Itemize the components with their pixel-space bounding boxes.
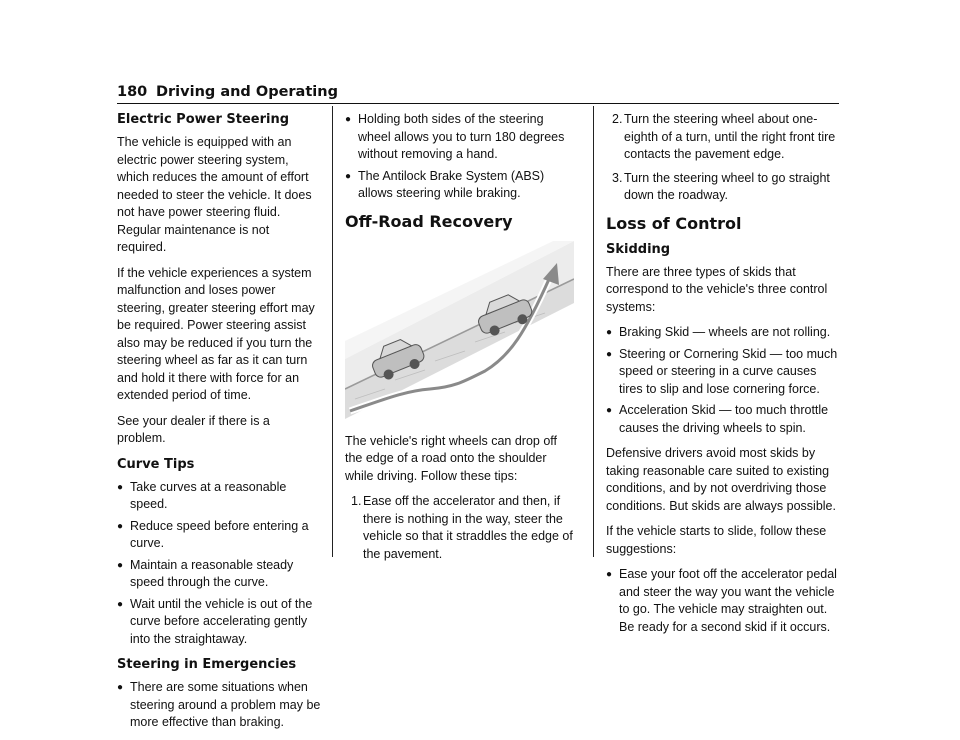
bullet-icon: ● bbox=[345, 170, 352, 182]
list-item bbox=[117, 518, 321, 553]
list-item-text: Braking Skid — wheels are not rolling. bbox=[619, 325, 831, 339]
column-2 bbox=[345, 111, 575, 571]
slide-suggestions-list bbox=[606, 566, 839, 636]
list-item-text: There are some situations when steering around a problem may be more effective than braking. bbox=[130, 680, 321, 729]
list-item-text: Take curves at a reasonable speed. bbox=[130, 479, 287, 511]
step-number: 1. bbox=[351, 494, 362, 508]
eps-heading: Electric Power Steering bbox=[117, 112, 290, 127]
list-item bbox=[606, 324, 839, 342]
skid-types-list bbox=[606, 324, 839, 437]
skidding-intro: There are three types of skids that correspond to the vehicle's three control systems: bbox=[606, 264, 828, 314]
bullet-icon: ● bbox=[117, 559, 124, 571]
loss-of-control-heading: Loss of Control bbox=[606, 213, 742, 233]
list-item bbox=[606, 346, 839, 399]
list-item bbox=[117, 479, 321, 514]
column-divider-2 bbox=[593, 106, 594, 557]
list-item bbox=[345, 168, 575, 203]
list-item bbox=[345, 111, 575, 164]
list-item-text: The Antilock Brake System (ABS) allows steering while braking. bbox=[358, 168, 545, 200]
list-item-text: Maintain a reasonable steady speed through the curve. bbox=[130, 557, 294, 589]
emergency-steering-list-continued bbox=[345, 111, 575, 203]
step-text: Turn the steering wheel to go straight down the roadway. bbox=[624, 170, 830, 202]
list-item-text: Acceleration Skid — too much throttle causes the driving wheels to spin. bbox=[619, 403, 829, 435]
step-text: Turn the steering wheel about one-eighth of a turn, until the right front tire contacts the pavement edge. bbox=[624, 112, 836, 161]
list-item-text: Wait until the vehicle is out of the curve before accelerating gently into the straightaway. bbox=[130, 596, 313, 646]
off-road-recovery-heading: Off-Road Recovery bbox=[345, 211, 513, 231]
list-item bbox=[606, 402, 839, 437]
list-item bbox=[345, 493, 575, 563]
bullet-icon: ● bbox=[606, 327, 613, 338]
skidding-heading: Skidding bbox=[606, 241, 671, 257]
defensive-drivers-paragraph: Defensive drivers avoid most skids by taking reasonable care suited to existing conditions, and by not overdriving those conditions. But skids are always possible. bbox=[606, 446, 836, 513]
list-item-text: Ease your foot off the accelerator pedal and steer the way you want the vehicle to go. The vehicle may straighten out. Be ready for a second skid if it occurs. bbox=[619, 567, 837, 634]
step-number: 2. bbox=[612, 112, 623, 126]
curve-tips-heading: Curve Tips bbox=[117, 456, 195, 472]
list-item-text: Steering or Cornering Skid — too much speed or steering in a curve causes tires to slip and lose cornering force. bbox=[619, 346, 838, 396]
bullet-icon: ● bbox=[117, 598, 124, 610]
page-number: 180 bbox=[117, 84, 148, 100]
column-3 bbox=[606, 111, 839, 644]
list-item-text: Holding both sides of the steering wheel allows you to turn 180 degrees without removing a hand. bbox=[358, 112, 565, 161]
column-1 bbox=[117, 111, 321, 740]
bullet-icon: ● bbox=[117, 682, 124, 693]
list-item-text: Reduce speed before entering a curve. bbox=[130, 518, 309, 550]
off-road-recovery-illustration bbox=[345, 241, 574, 419]
header-divider bbox=[117, 103, 839, 104]
eps-paragraph-3: See your dealer if there is a problem. bbox=[117, 413, 270, 445]
off-road-recovery-steps-continued bbox=[606, 111, 839, 205]
bullet-icon: ● bbox=[606, 569, 613, 580]
list-item bbox=[606, 170, 839, 205]
step-number: 3. bbox=[612, 170, 623, 185]
bullet-icon: ● bbox=[117, 520, 124, 532]
bullet-icon: ● bbox=[606, 405, 613, 416]
list-item bbox=[606, 111, 839, 164]
list-item bbox=[117, 596, 321, 649]
bullet-icon: ● bbox=[345, 114, 352, 125]
off-road-recovery-intro: The vehicle's right wheels can drop off the edge of a road onto the shoulder while driving. Follow these tips: bbox=[345, 433, 557, 483]
list-item bbox=[606, 566, 839, 636]
off-road-recovery-steps bbox=[345, 493, 575, 563]
bullet-icon: ● bbox=[606, 348, 613, 360]
section-title: Driving and Operating bbox=[156, 84, 338, 100]
eps-paragraph-2: If the vehicle experiences a system malfunction and loses power steering, greater steering effort may be required. Power steering assist also may be reduced if you turn the steering wheel as far as it can turn and hold it there with force for an extended period of time. bbox=[117, 265, 315, 402]
column-divider-1 bbox=[332, 106, 333, 557]
emergency-steering-heading: Steering in Emergencies bbox=[117, 657, 297, 672]
emergency-steering-list bbox=[117, 679, 321, 732]
bullet-icon: ● bbox=[117, 481, 124, 493]
curve-tips-list bbox=[117, 479, 321, 649]
slide-intro: If the vehicle starts to slide, follow these suggestions: bbox=[606, 524, 827, 556]
step-text: Ease off the accelerator and then, if there is nothing in the way, steer the vehicle so that it straddles the edge of the pavement. bbox=[363, 494, 573, 561]
eps-paragraph-1: The vehicle is equipped with an electric power steering system, which reduces the amount of effort needed to steer the vehicle. It does not have power steering fluid. Regular maintenance is not required. bbox=[117, 135, 312, 254]
list-item bbox=[117, 557, 321, 592]
list-item bbox=[117, 679, 321, 732]
